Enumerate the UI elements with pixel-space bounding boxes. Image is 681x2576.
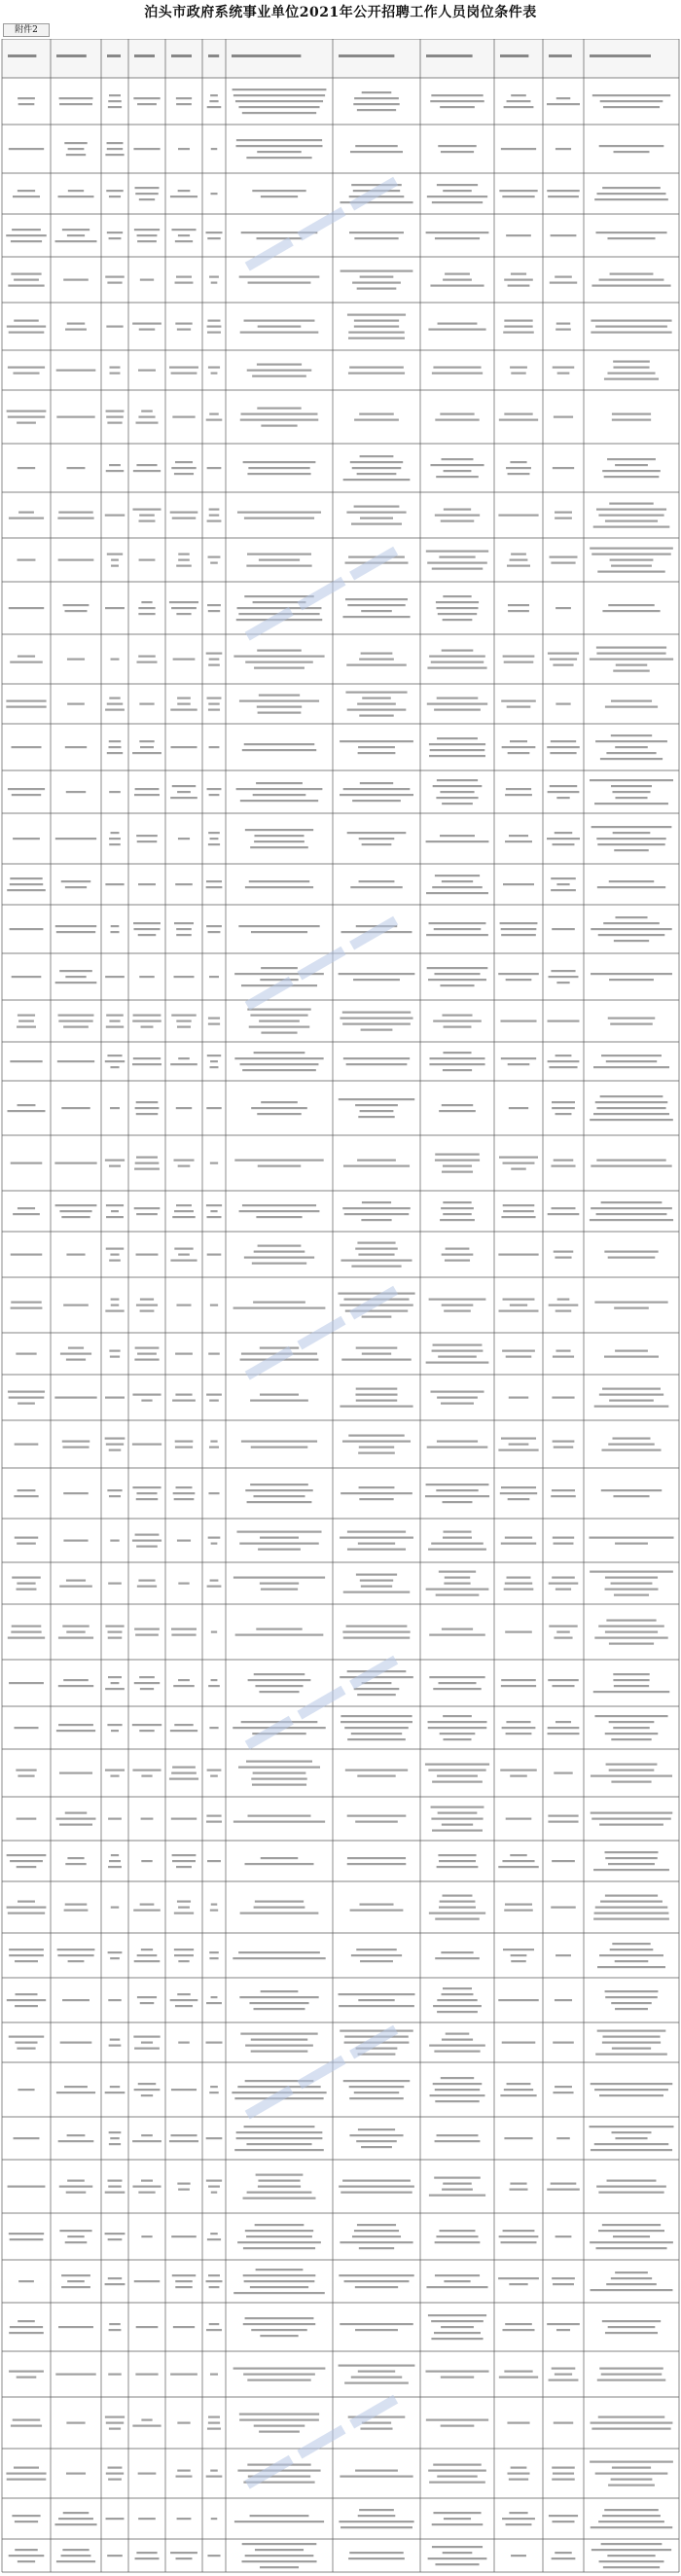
scanned-table-image — [0, 39, 681, 2574]
attachment-label: 附件2 — [3, 23, 50, 37]
page-title: 泊头市政府系统事业单位2021年公开招聘工作人员岗位条件表 — [144, 5, 537, 20]
